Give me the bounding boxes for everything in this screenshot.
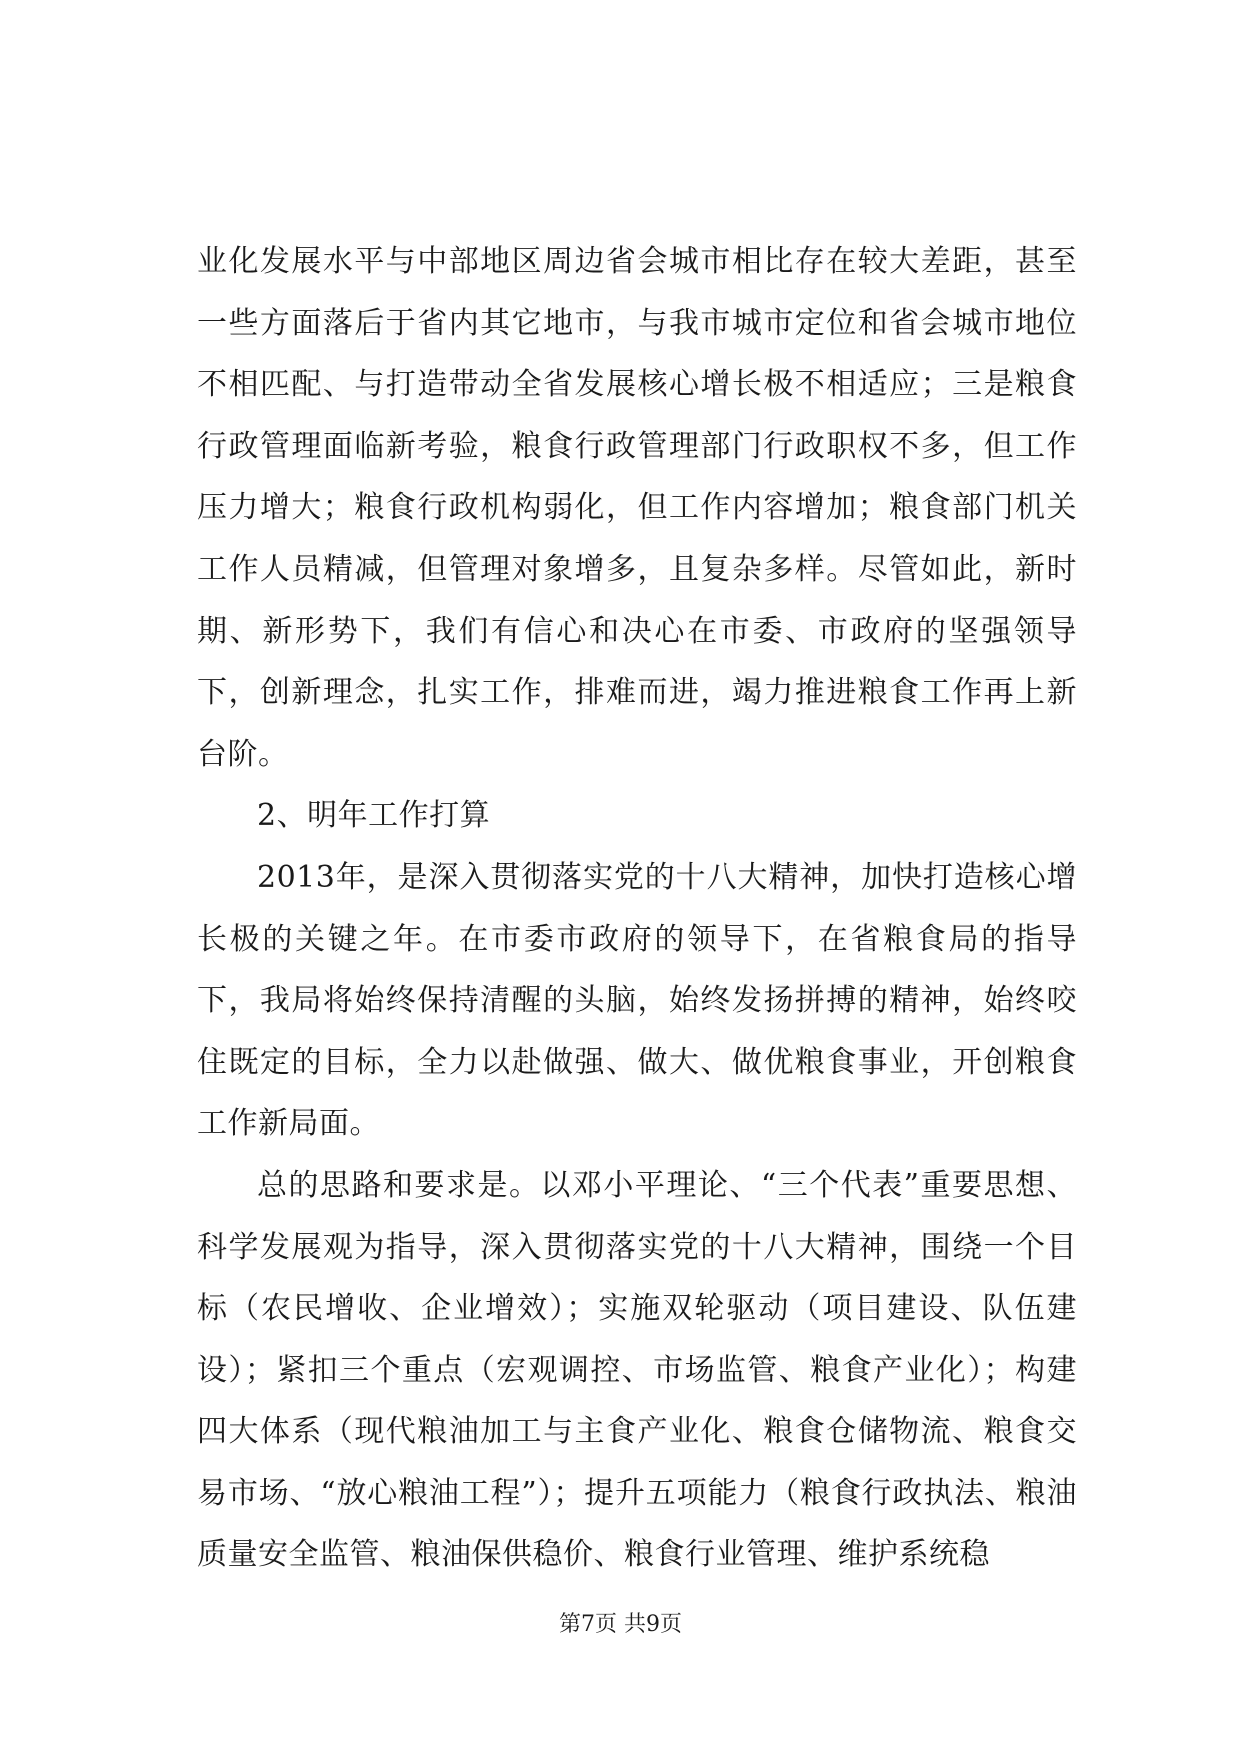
paragraph-1: 业化发展水平与中部地区周边省会城市相比存在较大差距，甚至一些方面落后于省内其它地市，与我市城市定位和省会城市地位不相匹配、与打造带动全省发展核心增长极不相适应；三是粮食行政管理面临新考验，粮食行政管理部门行政职权不多，但工作压力增大；粮食行政机构弱化，但工作内容增加；粮食部门机关工作人员精减，但管理对象增多，且复杂多样。尽管如此，新时期、新形势下，我们有信心和决心在市委、市政府的坚强领导下，创新理念，扎实工作，排难而进，竭力推进粮食工作再上新台阶。	[197, 244, 1077, 772]
document-body	[197, 231, 1077, 1586]
page-number-footer: 第7页 共9页	[559, 1612, 682, 1637]
paragraph-2: 2013年，是深入贯彻落实党的十八大精神，加快打造核心增长极的关键之年。在市委市政府的领导下，在省粮食局的指导下，我局将始终保持清醒的头脑，始终发扬拼搏的精神，始终咬住既定的目标，全力以赴做强、做大、做优粮食事业，开创粮食工作新局面。	[197, 859, 1077, 1142]
paragraph-3: 总的思路和要求是。以邓小平理论、“三个代表”重要思想、科学发展观为指导，深入贯彻落实党的十八大精神，围绕一个目标（农民增收、企业增效）；实施双轮驱动（项目建设、队伍建设）；紧扣三个重点（宏观调控、市场监管、粮食产业化）；构建四大体系（现代粮油加工与主食产业化、粮食仓储物流、粮食交易市场、“放心粮油工程”）；提升五项能力（粮食行政执法、粮油质量安全监管、粮油保供稳价、粮食行业管理、维护系统稳	[197, 1167, 1077, 1573]
section-heading: 2、明年工作打算	[257, 798, 491, 834]
